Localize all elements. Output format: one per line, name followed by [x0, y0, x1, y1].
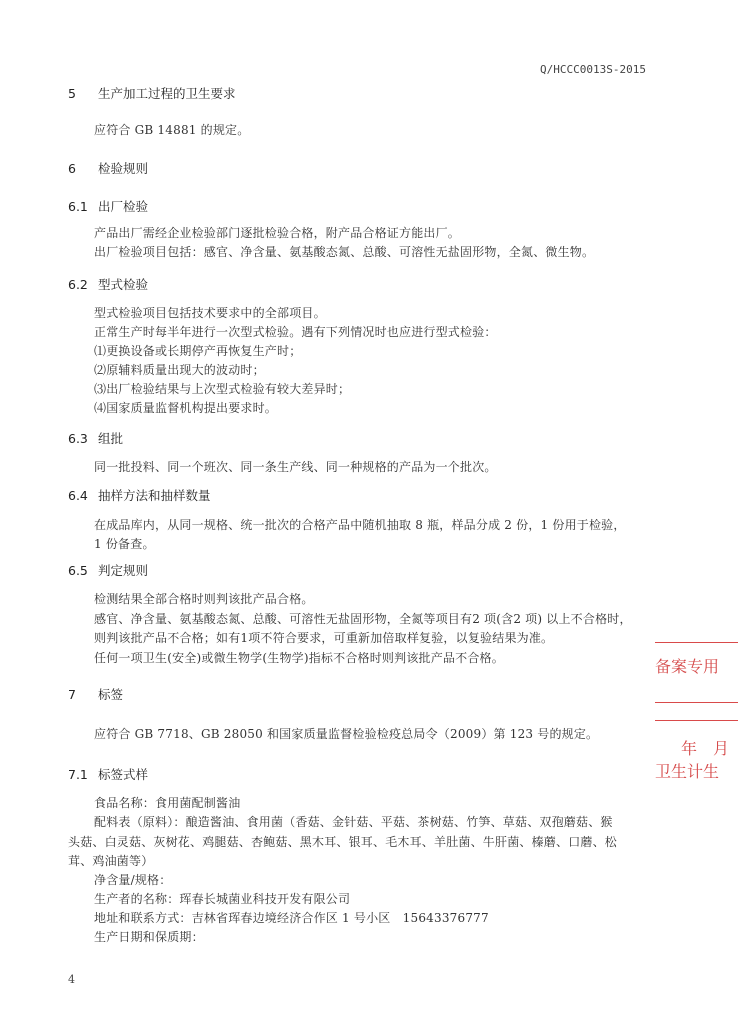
- section-number: 6.2: [68, 277, 88, 292]
- section-6-1-line-2: 出厂检验项目包括：感官、净含量、氨基酸态氮、总酸、可溶性无盐固形物，全氮、微生物。: [94, 245, 595, 259]
- label-net-content: 净含量/规格：: [94, 873, 172, 887]
- section-6-3-paragraph: 同一批投料、同一个班次、同一条生产线、同一种规格的产品为一个批次。: [94, 460, 497, 474]
- section-6-2-line-4: ⑵原辅料质量出现大的波动时；: [94, 363, 265, 377]
- label-address-contact: 地址和联系方式：吉林省珲春边境经济合作区 1 号小区 15643376777: [94, 911, 489, 925]
- section-6-2-line-2: 正常生产时每半年进行一次型式检验。遇有下列情况时也应进行型式检验：: [94, 325, 497, 339]
- section-6-1-line-1: 产品出厂需经企业检验部门逐批检验合格，附产品合格证方能出厂。: [94, 226, 461, 240]
- section-number: 5: [68, 86, 76, 101]
- page-number: 4: [68, 973, 75, 986]
- section-title: 出厂检验: [98, 199, 149, 214]
- section-number: 6.5: [68, 563, 88, 578]
- label-ingredients-line-1: 配料表（原料）：酿造酱油、食用菌（香菇、金针菇、平菇、茶树菇、竹笋、草菇、双孢蘑菇、猴: [94, 815, 613, 829]
- section-title: 标签式样: [98, 767, 149, 782]
- section-5-heading: [68, 84, 236, 102]
- section-6-2-line-1: 型式检验项目包括技术要求中的全部项目。: [94, 306, 326, 320]
- section-number: 6.3: [68, 431, 88, 446]
- section-6-2-line-6: ⑷国家质量监督机构提出要求时。: [94, 401, 278, 415]
- section-6-4-heading: [68, 486, 211, 504]
- section-6-1-heading: [68, 197, 148, 215]
- label-food-name: 食品名称：食用菌配制酱油: [94, 796, 241, 810]
- section-7-1-heading: [68, 765, 148, 783]
- section-title: 判定规则: [98, 563, 149, 578]
- label-producer-name: 生产者的名称：珲春长城菌业科技开发有限公司: [94, 892, 351, 906]
- section-number: 6.4: [68, 488, 88, 503]
- section-6-5-line-2: 感官、净含量、氨基酸态氮、总酸、可溶性无盐固形物，全氮等项目有2 项(含2 项) 以上不合格时，: [94, 612, 632, 626]
- section-title: 标签: [98, 687, 124, 702]
- section-6-4-line-1: 在成品库内，从同一规格、统一批次的合格产品中随机抽取 8 瓶，样品分成 2 份，1 份用于检验，: [94, 518, 626, 532]
- stamp-text-1: 备案专用: [655, 657, 720, 676]
- section-number: 6: [68, 161, 76, 176]
- section-5-paragraph: 应符合 GB 14881 的规定。: [94, 123, 250, 137]
- section-6-5-line-1: 检测结果全部合格时则判该批产品合格。: [94, 592, 314, 606]
- official-stamp: [655, 640, 738, 785]
- section-6-3-heading: [68, 429, 123, 447]
- section-6-4-line-2: 1 份备查。: [94, 537, 155, 551]
- stamp-text-3: 卫生计生: [655, 762, 720, 781]
- section-7-paragraph: 应符合 GB 7718、GB 28050 和国家质量监督检验检疫总局令（2009）第 123 号的规定。: [94, 727, 599, 741]
- stamp-text-2: 年 月: [681, 739, 730, 758]
- label-production-date-shelf-life: 生产日期和保质期：: [94, 930, 204, 944]
- section-6-heading: [68, 159, 148, 177]
- section-6-5-line-3: 则判该批产品不合格；如有1项不符合要求，可重新加倍取样复验，以复验结果为准。: [94, 631, 554, 645]
- section-title: 型式检验: [98, 277, 149, 292]
- document-code: Q/HCCC0013S-2015: [540, 63, 646, 76]
- section-6-2-heading: [68, 275, 148, 293]
- section-number: 7: [68, 687, 76, 702]
- section-title: 检验规则: [98, 161, 149, 176]
- section-number: 6.1: [68, 199, 88, 214]
- section-6-2-line-3: ⑴更换设备或长期停产再恢复生产时；: [94, 344, 302, 358]
- section-6-2-line-5: ⑶出厂检验结果与上次型式检验有较大差异时；: [94, 382, 351, 396]
- section-title: 组批: [98, 431, 124, 446]
- section-number: 7.1: [68, 767, 88, 782]
- section-6-5-line-4: 任何一项卫生(安全)或微生物学(生物学)指标不合格时则判该批产品不合格。: [94, 651, 504, 665]
- section-title: 生产加工过程的卫生要求: [98, 86, 236, 101]
- label-ingredients-line-3: 茸、鸡油菌等）: [68, 854, 154, 868]
- section-7-heading: [68, 685, 123, 703]
- label-ingredients-line-2: 头菇、白灵菇、灰树花、鸡腿菇、杏鲍菇、黑木耳、银耳、毛木耳、羊肚菌、牛肝菌、榛蘑、口蘑、松: [68, 835, 618, 849]
- section-6-5-heading: [68, 561, 148, 579]
- section-title: 抽样方法和抽样数量: [98, 488, 211, 503]
